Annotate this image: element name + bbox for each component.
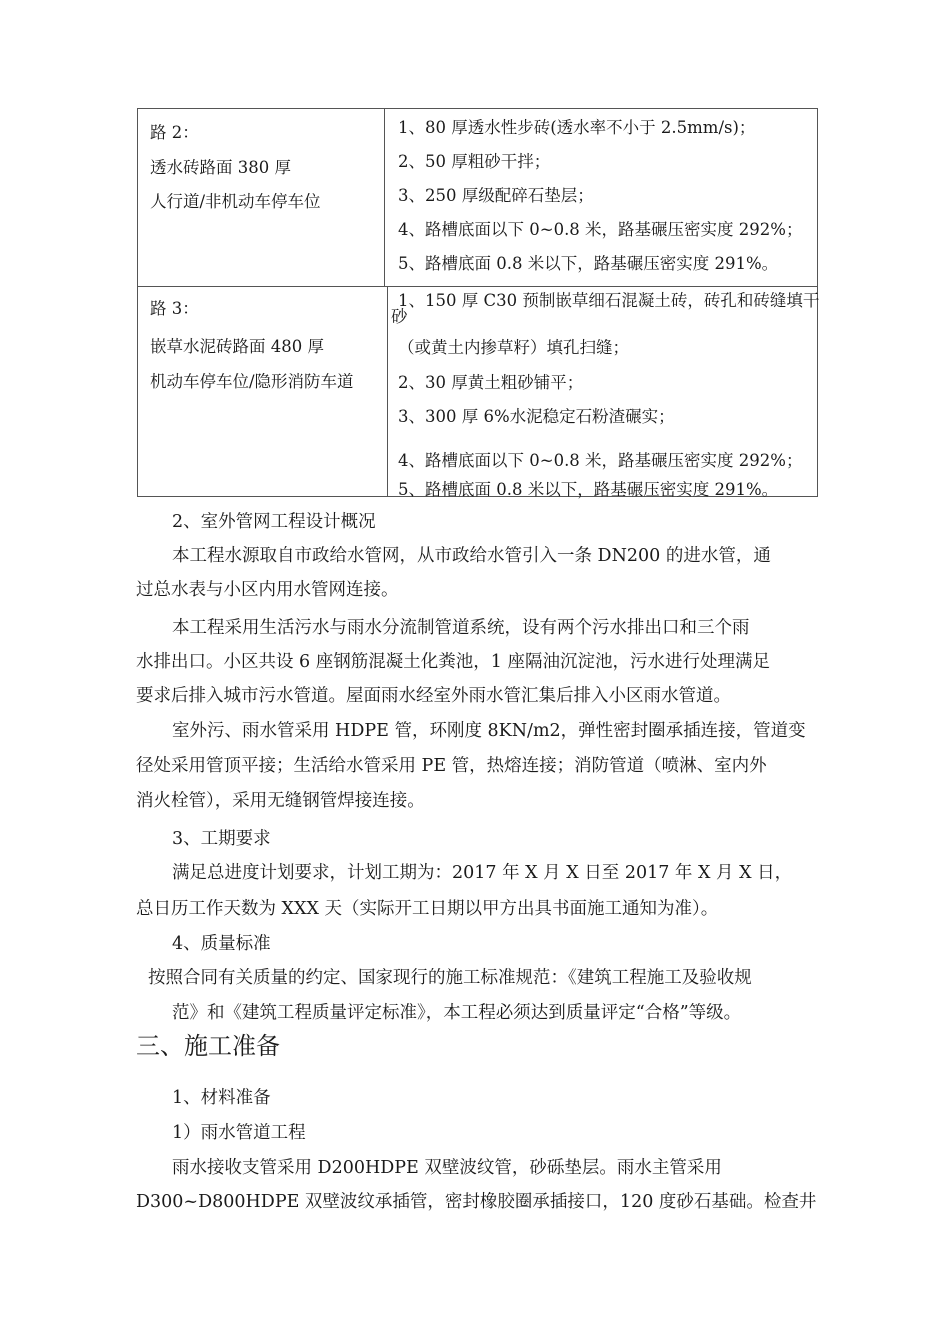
section4-p-line2: 范》和《建筑工程质量评定标准》，本工程必须达到质量评定“合格”等级。 xyxy=(172,1003,742,1023)
section2-heading: 2、室外管网工程设计概况 xyxy=(172,512,376,532)
table-row2-right-line3: （或黄土内掺草籽）填孔扫缝； xyxy=(398,338,629,357)
table-row1-right-line1: 1、80 厚透水性步砖(透水率不小于 2.5mm/s)； xyxy=(398,118,756,137)
section4-heading: 4、质量标准 xyxy=(172,934,271,954)
section3-p-line2: 总日历工作天数为 XXX 天（实际开工日期以甲方出具书面施工通知为准）。 xyxy=(136,899,719,919)
section2-p2-line3: 要求后排入城市污水管道。屋面雨水经室外雨水管汇集后排入小区雨水管道。 xyxy=(136,686,731,706)
table-border-top xyxy=(137,108,818,109)
table-row1-left-line2: 透水砖路面 380 厚 xyxy=(150,158,291,177)
table-row2-right-line4: 2、30 厚黄土粗砂铺平； xyxy=(398,373,584,392)
table-row2-left-line3: 机动车停车位/隐形消防车道 xyxy=(150,372,354,391)
section2-p3-line3: 消火栓管），采用无缝钢管焊接连接。 xyxy=(136,791,425,811)
table-row1-right-line3: 3、250 厚级配碎石垫层； xyxy=(398,186,594,205)
table-row2-right-line1: 1、150 厚 C30 预制嵌草细石混凝土砖，砖孔和砖缝填干 xyxy=(398,291,820,310)
rainwater-heading: 1）雨水管道工程 xyxy=(172,1123,306,1143)
table-divider-row2 xyxy=(387,286,388,497)
table-row2-right-line2: 砂 xyxy=(391,307,408,326)
table-row1-left-line1: 路 2： xyxy=(150,123,199,142)
section2-p1-line1: 本工程水源取自市政给水管网，从市政给水管引入一条 DN200 的进水管，通 xyxy=(172,546,771,566)
table-border-left xyxy=(137,108,138,497)
rainwater-p-line1: 雨水接收支管采用 D200HDPE 双壁波纹管，砂砾垫层。雨水主管采用 xyxy=(172,1158,722,1178)
rainwater-p-line2: D300~D800HDPE 双壁波纹承插管，密封橡胶圈承插接口，120 度砂石基础。检查井 xyxy=(136,1192,817,1212)
section3-p-line1: 满足总进度计划要求，计划工期为：2017 年 X 月 X 日至 2017 年 X 月 X 日， xyxy=(172,863,793,883)
section2-p2-line1: 本工程采用生活污水与雨水分流制管道系统，设有两个污水排出口和三个雨 xyxy=(172,618,750,638)
table-row2-right-line6: 4、路槽底面以下 0~0.8 米，路基碾压密实度 292%； xyxy=(398,451,803,470)
table-row2-right-line5: 3、300 厚 6%水泥稳定石粉渣碾实； xyxy=(398,407,675,426)
section2-p3-line2: 径处采用管顶平接；生活给水管采用 PE 管，热熔连接；消防管道（喷淋、室内外 xyxy=(136,756,767,776)
table-divider-row1 xyxy=(384,108,385,286)
section3-heading: 3、工期要求 xyxy=(172,829,271,849)
table-row2-left-line1: 路 3： xyxy=(150,299,199,318)
section2-p2-line2: 水排出口。小区共设 6 座钢筋混凝土化粪池，1 座隔油沉淀池，污水进行处理满足 xyxy=(136,652,770,672)
table-row2-left-line2: 嵌草水泥砖路面 480 厚 xyxy=(150,337,324,356)
chapter3-title: 三、施工准备 xyxy=(136,1032,280,1060)
materials-heading: 1、材料准备 xyxy=(172,1088,271,1108)
table-row1-right-line5: 5、路槽底面 0.8 米以下，路基碾压密实度 291%。 xyxy=(398,254,779,273)
table-row2-right-line7: 5、路槽底面 0.8 米以下，路基碾压密实度 291%。 xyxy=(398,480,779,499)
section2-p3-line1: 室外污、雨水管采用 HDPE 管，环刚度 8KN/m2，弹性密封圈承插连接，管道变 xyxy=(172,721,806,741)
table-row1-left-line3: 人行道/非机动车停车位 xyxy=(150,192,321,211)
section4-p-line1: 按照合同有关质量的约定、国家现行的施工标准规范：《建筑工程施工及验收规 xyxy=(148,968,752,988)
table-row1-right-line2: 2、50 厚粗砂干拌； xyxy=(398,152,551,171)
section2-p1-line2: 过总水表与小区内用水管网连接。 xyxy=(136,580,399,600)
table-border-middle xyxy=(137,286,818,287)
table-row1-right-line4: 4、路槽底面以下 0~0.8 米，路基碾压密实度 292%； xyxy=(398,220,803,239)
